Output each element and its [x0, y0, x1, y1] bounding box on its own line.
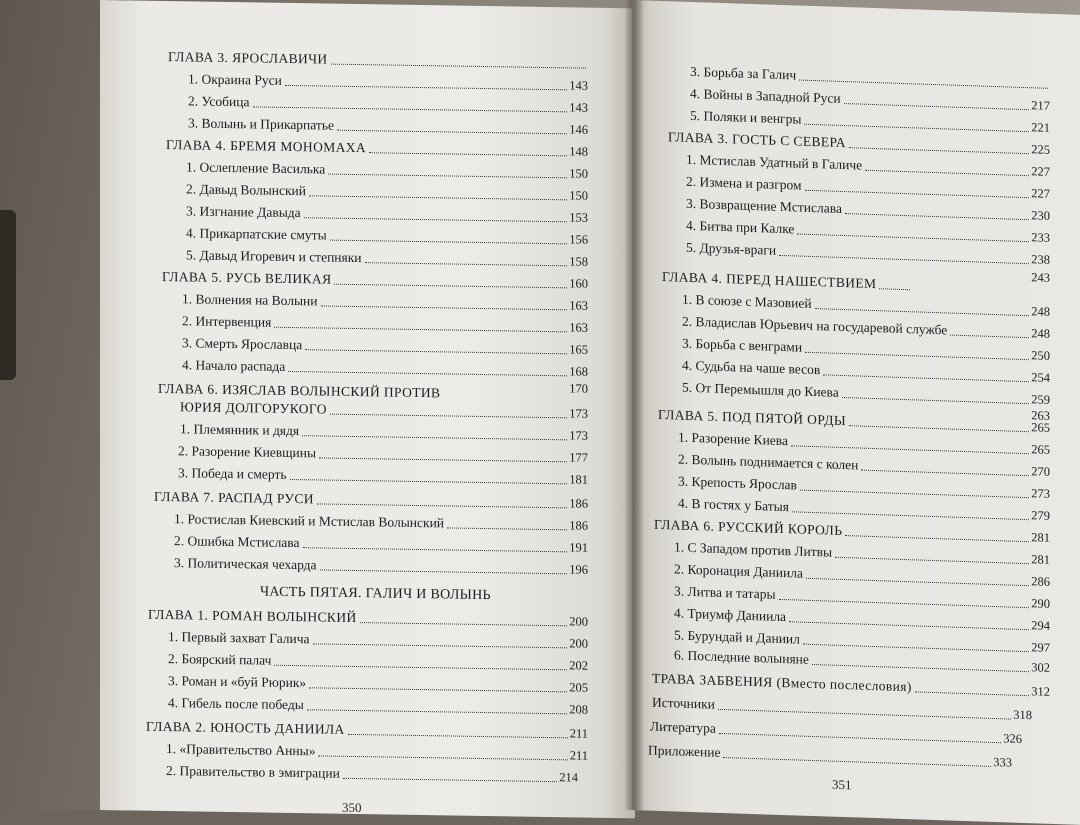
dot-leader [845, 213, 1029, 220]
right-page [632, 0, 1080, 825]
page-ref: 202 [569, 658, 588, 673]
dot-leader [861, 470, 1029, 477]
toc-entry [178, 465, 588, 487]
page-ref: 281 [1031, 530, 1050, 545]
page-ref: 294 [1031, 618, 1050, 633]
entry-label: 2. Коронация Даниила [674, 561, 803, 581]
dot-leader [330, 414, 567, 419]
page-ref: 286 [1031, 574, 1050, 589]
entry-label: 3. Волынь и Прикарпатье [188, 115, 334, 133]
page-ref: 238 [1031, 252, 1050, 267]
page-ref: 173 [569, 428, 588, 443]
toc-chapter [166, 137, 588, 160]
entry-label: 3. Борьба с венграми [682, 335, 803, 355]
page-ref: 191 [569, 540, 588, 555]
entry-label: 2. Волынь поднимается с колен [678, 451, 859, 473]
dot-leader [307, 709, 567, 714]
toc-chapter [652, 671, 1050, 700]
entry-label: 4. Триумф Даниила [674, 605, 787, 625]
toc-entry [186, 225, 588, 247]
toc-entry [652, 695, 1032, 724]
dot-leader [723, 757, 991, 767]
page-ref: 281 [1031, 552, 1050, 567]
dot-leader [313, 643, 568, 648]
dot-leader [290, 479, 568, 484]
page-ref: 248 [1031, 326, 1050, 341]
page-ref: 150 [569, 188, 588, 203]
entry-label: 2. Правительство в эмиграции [166, 763, 340, 781]
entry-label: 1. «Правительство Анны» [166, 741, 316, 759]
dot-leader [779, 599, 1030, 608]
entry-label: 1. С Западом против Литвы [674, 539, 833, 560]
toc-entry [168, 629, 588, 652]
toc-entry [178, 443, 588, 465]
toc-entry [186, 203, 588, 225]
page-ref: 168 [569, 364, 588, 379]
dot-leader [321, 305, 568, 310]
page-ref: 233 [1031, 230, 1050, 245]
dot-leader [844, 103, 1030, 110]
dot-leader [334, 284, 567, 289]
toc-chapter [154, 489, 588, 512]
page-ref: 217 [1031, 98, 1050, 113]
entry-label: 3. Крепость Ярослав [678, 473, 797, 493]
page-ref: 290 [1031, 596, 1050, 611]
entry-label: 1. Первый захват Галича [168, 629, 310, 647]
dot-leader [365, 262, 568, 266]
entry-label: 1. В союзе с Мазовией [682, 291, 812, 311]
entry-label: 5. От Перемышля до Киева [682, 379, 839, 400]
dot-leader [274, 665, 567, 671]
toc-entry [650, 719, 1022, 747]
dot-leader [302, 435, 567, 440]
page-ref: 326 [1003, 731, 1022, 746]
dot-leader [950, 335, 1029, 339]
page-ref: 163 [569, 298, 588, 313]
entry-label: 3. Победа и смерть [178, 465, 287, 482]
entry-label: 2. Давыд Волынский [186, 181, 306, 199]
page-ref: 143 [569, 78, 588, 93]
page-number: 351 [832, 776, 852, 793]
dot-leader [330, 240, 568, 245]
dot-leader [348, 734, 568, 738]
toc-entry [182, 335, 588, 357]
page-ref: 302 [1031, 660, 1050, 675]
dot-leader [304, 217, 568, 222]
dot-leader [303, 547, 568, 552]
entry-label: 5. Поляки и венгры [690, 107, 802, 127]
page-ref: 200 [569, 636, 588, 651]
dot-leader [805, 190, 1030, 198]
dot-leader [935, 279, 1029, 282]
chapter-title: ГЛАВА 2. ЮНОСТЬ ДАНИИЛА [146, 718, 345, 737]
dot-leader [319, 457, 567, 462]
page-ref: 186 [569, 496, 588, 511]
toc-entry [188, 115, 588, 137]
toc-entry [168, 673, 588, 696]
entry-label: Источники [652, 694, 715, 712]
dot-leader [849, 425, 1029, 432]
page-ref: 158 [569, 254, 588, 269]
entry-label: 1. Волнения на Волыни [182, 291, 318, 309]
page-ref: 333 [993, 754, 1012, 770]
page-ref: 265 [1031, 420, 1050, 435]
entry-label: 5. Бурундай и Даниил [674, 627, 800, 647]
entry-label: 2. Разорение Киевщины [178, 443, 317, 461]
entry-label: 3. Литва и татары [674, 583, 776, 602]
page-ref: 248 [1031, 304, 1050, 319]
entry-label: 3. Борьба за Галич [690, 63, 797, 83]
entry-label: 4. Войны в Западной Руси [690, 85, 841, 106]
page-ref: 146 [569, 122, 588, 137]
page-ref: 148 [569, 144, 588, 159]
page-ref: 225 [1031, 142, 1050, 157]
chapter-title-line2: ЮРИЯ ДОЛГОРУКОГО [180, 399, 327, 417]
dot-leader [331, 64, 586, 69]
entry-label: 1. Племянник и дядя [180, 421, 300, 439]
dot-leader [443, 391, 567, 393]
entry-label: 5. Друзья-враги [686, 239, 777, 258]
entry-label: 2. Боярский палач [168, 651, 272, 668]
page-ref: 143 [569, 100, 588, 115]
entry-label: Приложение [648, 742, 721, 760]
dot-leader [879, 288, 910, 290]
entry-label: 2. Измена и разгром [686, 173, 802, 193]
toc-entry-page [932, 266, 1050, 286]
page-ref: 156 [569, 232, 588, 247]
entry-label: 3. Политическая чехарда [174, 555, 317, 573]
dot-leader [800, 490, 1029, 499]
dot-leader [305, 349, 567, 354]
dot-leader [317, 503, 567, 508]
toc-entry [168, 651, 588, 674]
toc-entry [180, 421, 588, 443]
page-ref: 205 [569, 680, 588, 695]
toc-chapter [162, 269, 588, 292]
toc-entry [174, 533, 588, 556]
chapter-title: ГЛАВА 6. РУССКИЙ КОРОЛЬ [654, 516, 843, 538]
page-ref: 211 [569, 748, 588, 763]
dot-leader [835, 557, 1029, 564]
dot-leader [789, 621, 1029, 630]
dot-leader [804, 124, 1029, 132]
chapter-title: ГЛАВА 1. РОМАН ВОЛЫНСКИЙ [148, 606, 357, 626]
page-ref: 211 [569, 726, 588, 741]
page-ref: 150 [569, 166, 588, 181]
chapter-title: ГЛАВА 3. ЯРОСЛАВИЧИ [168, 49, 328, 67]
toc-entry [168, 695, 588, 718]
entry-label: 4. Гибель после победы [168, 695, 304, 713]
left-page [100, 0, 635, 818]
entry-label: 1. Ослепление Василька [186, 159, 326, 177]
toc-entry [166, 763, 578, 785]
page-ref: 265 [1031, 442, 1050, 457]
dot-leader [845, 535, 1029, 542]
toc-entry [186, 159, 588, 181]
page-ref: 214 [559, 770, 578, 785]
chapter-title: ГЛАВА 5. ПОД ПЯТОЙ ОРДЫ [658, 406, 847, 429]
chapter-title: ГЛАВА 4. ПЕРЕД НАШЕСТВИЕМ [662, 268, 877, 292]
page-ref: 173 [569, 406, 588, 421]
dot-leader [343, 778, 557, 782]
toc-entry [174, 555, 588, 578]
entry-label: 3. Возвращение Мстислава [686, 195, 842, 216]
entry-label: 3. Роман и «буй Рюрик» [168, 673, 307, 691]
dot-leader [447, 527, 567, 530]
dot-leader [369, 152, 567, 156]
toc-entry [188, 71, 588, 93]
page-ref: 196 [569, 562, 588, 577]
dot-leader [718, 709, 1011, 720]
dot-leader [274, 327, 567, 333]
entry-label: 4. В гостях у Батыя [678, 495, 789, 515]
dot-leader [799, 80, 1048, 89]
toc-chapter [180, 399, 588, 421]
page-ref: 318 [1013, 707, 1032, 723]
page-ref: 186 [569, 518, 588, 533]
dot-leader [779, 255, 1029, 264]
entry-label: 4. Битва при Калке [686, 217, 795, 237]
entry-label: 4. Судьба на чаше весов [682, 357, 821, 378]
entry-label: 2. Усобица [188, 93, 250, 110]
dot-leader [865, 170, 1029, 176]
entry-label: 1. Разорение Киева [678, 429, 788, 449]
entry-label: 1. Мстислав Удатный в Галиче [686, 151, 863, 173]
toc-entry [188, 93, 588, 115]
dot-leader [792, 511, 1029, 520]
entry-label: 1. Окраина Руси [188, 71, 282, 88]
dot-leader [815, 308, 1030, 316]
dot-leader [328, 174, 567, 179]
page-ref: 200 [569, 614, 588, 629]
dot-leader [823, 374, 1029, 382]
page-ref: 208 [569, 702, 588, 717]
toc-entry [648, 743, 1012, 771]
toc-entry-page [440, 378, 588, 396]
toc-chapter [146, 719, 588, 742]
toc-chapter [148, 607, 588, 630]
page-ref: 254 [1031, 370, 1050, 385]
dot-leader [285, 85, 567, 90]
entry-label: 4. Прикарпатские смуты [186, 225, 327, 243]
chapter-title: ГЛАВА 6. ИЗЯСЛАВ ВОЛЫНСКИЙ ПРОТИВ [158, 380, 441, 401]
dot-leader [288, 371, 567, 376]
entry-label: 1. Ростислав Киевский и Мстислав Волынский [174, 511, 445, 531]
page-ref: 221 [1031, 120, 1050, 135]
page-ref: 297 [1031, 640, 1050, 655]
page-ref: 250 [1031, 348, 1050, 363]
toc-chapter [168, 49, 588, 72]
afterword-title: ТРАВА ЗАБВЕНИЯ (Вместо послесловия) [652, 670, 912, 695]
dot-leader [309, 195, 567, 200]
toc-entry [186, 247, 588, 269]
toc-chapter [662, 269, 912, 293]
page-ref: 279 [1031, 508, 1050, 523]
chapter-title: ГЛАВА 3. ГОСТЬ С СЕВЕРА [668, 129, 846, 151]
toc-entry [186, 181, 588, 203]
toc-entry [182, 291, 588, 313]
page-ref: 243 [1031, 270, 1050, 285]
page-ref: 312 [1031, 684, 1050, 699]
toc-entry [174, 511, 588, 534]
page-ref: 273 [1031, 486, 1050, 501]
page-ref: 165 [569, 342, 588, 357]
dot-leader [812, 664, 1029, 672]
page-ref: 270 [1031, 464, 1050, 479]
chapter-title: ГЛАВА 7. РАСПАД РУСИ [154, 488, 314, 507]
entry-label: 6. Последние волыняне [674, 647, 809, 667]
entry-label: 4. Начало распада [182, 357, 286, 374]
entry-label: Литература [650, 718, 716, 736]
page-ref: 259 [1031, 392, 1050, 407]
book-gutter [625, 0, 643, 810]
dot-leader [805, 352, 1029, 360]
dot-leader [797, 233, 1029, 242]
dot-leader [791, 445, 1029, 454]
toc-entry [166, 741, 588, 764]
chapter-title: ГЛАВА 4. БРЕМЯ МОНОМАХА [166, 137, 367, 156]
page-ref: 163 [569, 320, 588, 335]
dot-leader [360, 622, 568, 626]
toc-entry [182, 357, 588, 379]
entry-label: 5. Давыд Игоревич и степняки [186, 247, 362, 266]
page-ref: 160 [569, 276, 588, 291]
dot-leader [849, 147, 1029, 154]
page-ref: 227 [1031, 186, 1050, 201]
dot-leader [320, 569, 568, 574]
dark-object-edge [0, 210, 16, 380]
dot-leader [719, 733, 1001, 743]
page-ref: 263 [1031, 408, 1050, 423]
page-ref: 177 [569, 450, 588, 465]
entry-label: 3. Изгнание Давыда [186, 203, 301, 221]
dot-leader [806, 578, 1029, 586]
page-ref: 181 [569, 472, 588, 487]
page-ref: 170 [569, 381, 588, 396]
dot-leader [915, 691, 1029, 696]
part-title: ЧАСТЬ ПЯТАЯ. ГАЛИЧ И ВОЛЫНЬ [260, 584, 491, 604]
entry-label: 3. Смерть Ярославца [182, 335, 303, 353]
dot-leader [253, 106, 568, 112]
page-number: 350 [342, 799, 362, 816]
dot-leader [337, 130, 567, 135]
toc-entry [182, 313, 588, 335]
entry-label: 2. Владислав Юрьевич на государевой службе [682, 313, 948, 338]
chapter-title: ГЛАВА 5. РУСЬ ВЕЛИКАЯ [162, 268, 332, 287]
entry-label: 2. Интервенция [182, 313, 272, 330]
dot-leader [318, 755, 567, 760]
dot-leader [803, 644, 1029, 653]
page-ref: 153 [569, 210, 588, 225]
entry-label: 2. Ошибка Мстислава [174, 533, 300, 551]
dot-leader [309, 687, 567, 692]
page-ref: 230 [1031, 208, 1050, 223]
page-ref: 227 [1031, 164, 1050, 179]
